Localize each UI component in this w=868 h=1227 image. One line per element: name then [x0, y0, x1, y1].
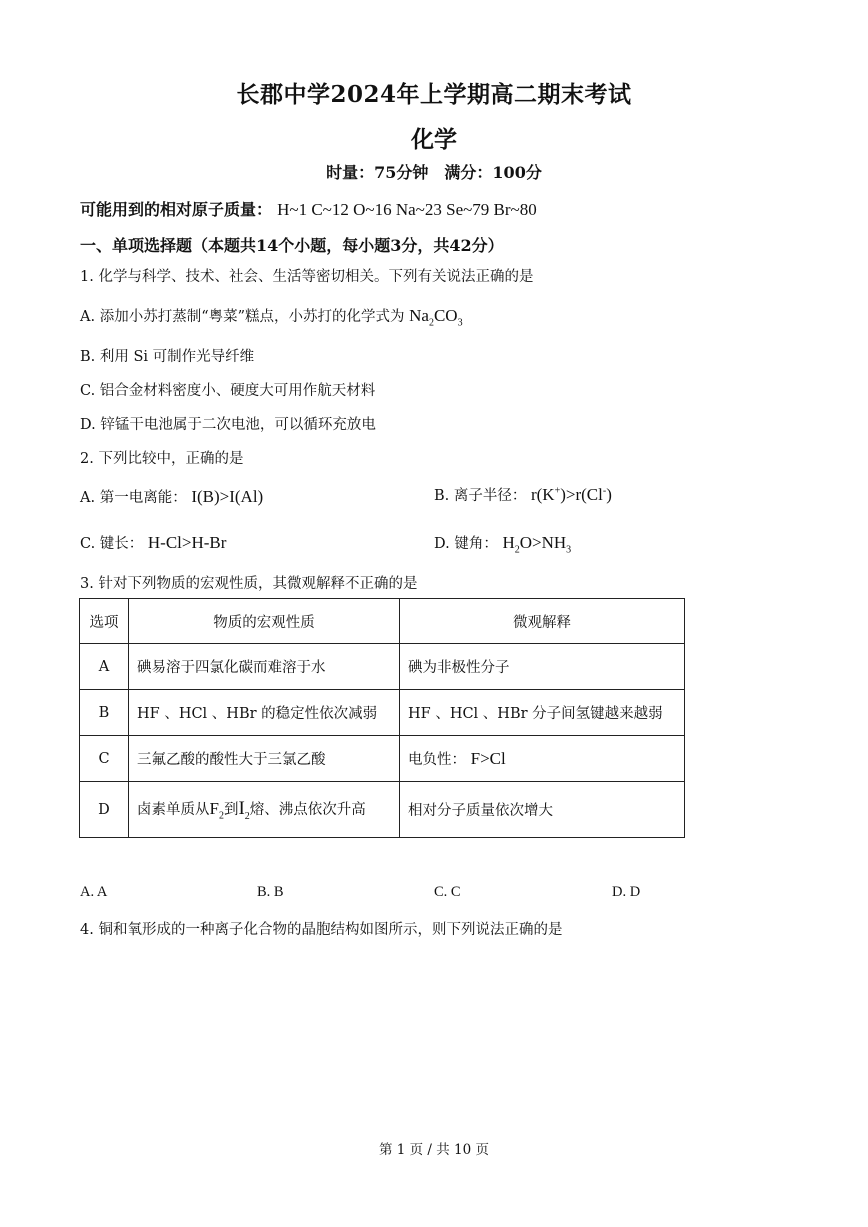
row-micro: HF 、HCl 、HBr 分子间氢键越来越弱: [400, 690, 685, 736]
subject-title: 化学: [411, 126, 457, 153]
q3-table: [79, 598, 685, 838]
row-micro-label: 电负性：: [408, 752, 466, 768]
table-row: [80, 782, 685, 838]
q2-option-b-label: B. 离子半径：: [434, 488, 527, 504]
table-header-row: [80, 599, 685, 644]
q1-option-a-formula: $Na_2CO_3$: [409, 306, 463, 329]
row-macro-formula-i2: $I_2$: [238, 797, 250, 822]
row-option: B: [80, 690, 129, 736]
exam-meta: 时量：75分钟 满分：100分: [326, 163, 542, 182]
table-header-micro: 微观解释: [400, 599, 685, 644]
row-macro-formula-f2: $F_2$: [209, 798, 224, 821]
row-option: C: [80, 736, 129, 782]
row-macro-post: 熔、沸点依次升高: [249, 801, 366, 818]
exam-title: 长郡中学2024年上学期高二期末考试: [236, 81, 632, 108]
q4-stem: 4. 铜和氧形成的一种离子化合物的晶胞结构如图所示，则下列说法正确的是: [80, 922, 563, 938]
page-footer: 第 1 页 / 共 10 页: [378, 1142, 490, 1158]
row-micro: 碘为非极性分子: [400, 644, 685, 690]
q2-option-d-label: D. 键角：: [434, 536, 498, 552]
q2-option-a: [80, 486, 263, 507]
q3-answer-d: D. D: [612, 884, 641, 900]
q2-option-a-label: A. 第一电离能：: [80, 490, 187, 506]
atomic-masses: [80, 197, 537, 220]
row-micro: [400, 736, 685, 782]
row-option: A: [80, 644, 129, 690]
q3-stem: 3. 针对下列物质的宏观性质，其微观解释不正确的是: [80, 576, 418, 592]
q3-answer-b: B. B: [257, 884, 284, 900]
q1-option-c: C. 铝合金材料密度小、硬度大可用作航天材料: [80, 383, 376, 399]
row-micro-formula: F>Cl: [470, 749, 506, 768]
q2-option-c-label: C. 键长：: [80, 536, 144, 552]
q2-option-c-formula: H-Cl>H-Br: [147, 533, 227, 552]
row-macro-pre: 卤素单质从: [137, 801, 210, 818]
table-header-macro: 物质的宏观性质: [129, 599, 400, 644]
q1-option-a: [80, 305, 463, 328]
section-heading: 一、单项选择题（本题共14个小题，每小题3分，共42分）: [80, 236, 504, 255]
table-row: [80, 644, 685, 690]
row-macro: 三氟乙酸的酸性大于三氯乙酸: [129, 736, 400, 782]
q2-option-a-formula: I(B)>I(Al): [191, 487, 264, 506]
q2-option-b: [434, 484, 612, 505]
q2-option-d-formula: $H_2O>NH_3$: [502, 533, 572, 556]
row-option: D: [80, 782, 129, 838]
atomic-masses-label: 可能用到的相对原子质量：: [80, 200, 273, 219]
q2-option-c: [80, 532, 226, 553]
q1-stem: 1. 化学与科学、技术、社会、生活等密切相关。下列有关说法正确的是: [80, 269, 534, 285]
q3-answer-a: A. A: [80, 884, 108, 900]
table-row: [80, 736, 685, 782]
q2-option-b-formula: r(K+)>r(Cl-): [530, 485, 612, 504]
atomic-masses-values: H~1 C~12 O~16 Na~23 Se~79 Br~80: [277, 200, 537, 219]
row-macro: 碘易溶于四氯化碳而难溶于水: [129, 644, 400, 690]
q1-option-a-text: A. 添加小苏打蒸制“粤菜”糕点，小苏打的化学式为: [80, 309, 405, 325]
q2-stem: 2. 下列比较中，正确的是: [80, 451, 244, 467]
q2-option-d: [434, 532, 571, 555]
q3-answer-c: C. C: [434, 884, 461, 900]
q1-option-d: D. 锌锰干电池属于二次电池，可以循环充放电: [80, 417, 376, 433]
row-micro: 相对分子质量依次增大: [400, 782, 685, 838]
q1-option-b: B. 利用 Si 可制作光导纤维: [80, 349, 255, 365]
row-macro: HF 、HCl 、HBr 的稳定性依次减弱: [129, 690, 400, 736]
table-header-option: 选项: [80, 599, 129, 644]
table-row: [80, 690, 685, 736]
row-macro-mid: 到: [223, 801, 239, 818]
row-macro: [129, 782, 400, 838]
